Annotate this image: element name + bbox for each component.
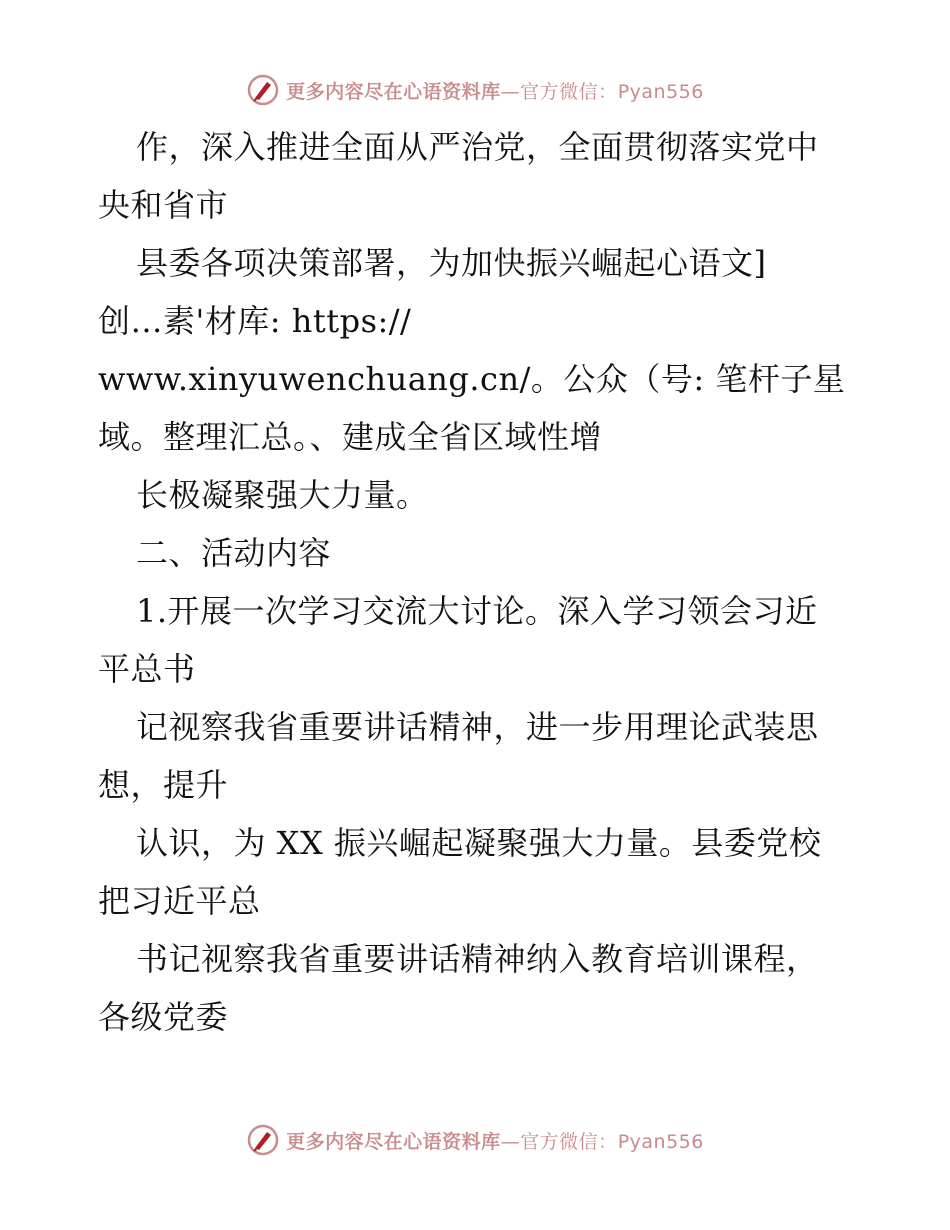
quill-pen-logo-icon: [246, 1123, 280, 1157]
banner-main-text: 更多内容尽在心语资料库: [286, 1130, 501, 1153]
banner-wechat-id: Pyan556: [617, 1130, 704, 1153]
body-line: 作，深入推进全面从严治党，全面贯彻落实党中: [136, 128, 819, 166]
body-line: 央和省市: [98, 186, 229, 224]
body-line: 把习近平总: [98, 882, 261, 920]
body-line: 长极凝聚强大力量。: [136, 476, 429, 514]
body-line: 想，提升: [98, 766, 229, 804]
body-line: 各级党委: [98, 998, 229, 1036]
document-body: [98, 118, 888, 1046]
body-line: 域。整理汇总。、建成全省区域性增: [98, 418, 603, 456]
quill-pen-logo-icon: [246, 73, 280, 107]
section-heading: 二、活动内容: [136, 534, 332, 572]
body-line: 县委各项决策部署，为加快振兴崛起心语文]: [136, 244, 767, 282]
header-watermark-banner: [0, 70, 950, 110]
banner-wechat-id: Pyan556: [617, 80, 704, 103]
banner-text: [286, 1127, 704, 1154]
body-line: www.xinyuwenchuang.cn/。公众（号: 笔杆子星: [98, 360, 846, 398]
banner-dash: —: [500, 1130, 521, 1153]
body-line: 平总书: [98, 650, 196, 688]
body-line: 记视察我省重要讲话精神，进一步用理论武装思: [136, 708, 819, 746]
banner-wechat-label: 官方微信：: [520, 80, 618, 103]
body-line: 认识，为 XX 振兴崛起凝聚强大力量。县委党校: [136, 824, 822, 862]
body-line: 创…素'材库: https://: [98, 302, 412, 340]
banner-text: [286, 77, 704, 104]
banner-main-text: 更多内容尽在心语资料库: [286, 80, 501, 103]
body-line: 书记视察我省重要讲话精神纳入教育培训课程，: [136, 940, 819, 978]
banner-dash: —: [500, 80, 521, 103]
body-line: 1.开展一次学习交流大讨论。深入学习领会习近: [136, 592, 818, 630]
footer-watermark-banner: [0, 1120, 950, 1160]
banner-wechat-label: 官方微信：: [520, 1130, 618, 1153]
